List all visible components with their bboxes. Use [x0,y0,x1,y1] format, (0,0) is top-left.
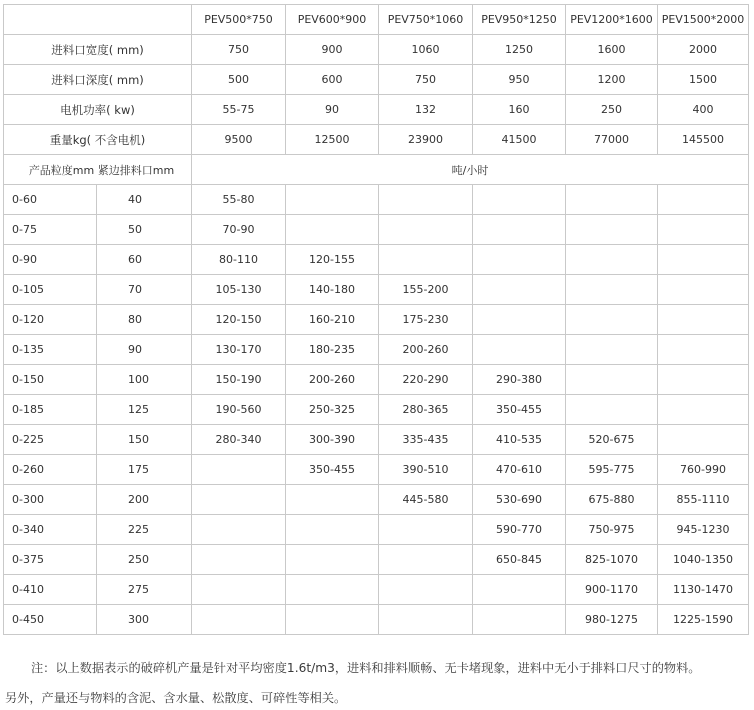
spec-value: 600 [286,65,379,95]
capacity-cell [658,395,749,425]
capacity-cell: 855-1110 [658,485,749,515]
discharge-gap-cell: 100 [97,365,192,395]
capacity-cell [286,485,379,515]
capacity-cell [379,545,473,575]
capacity-cell [566,275,658,305]
capacity-cell [566,365,658,395]
discharge-gap-cell: 70 [97,275,192,305]
capacity-cell [566,185,658,215]
capacity-cell: 150-190 [192,365,286,395]
capacity-row [4,275,749,305]
discharge-gap-cell: 175 [97,455,192,485]
capacity-row [4,305,749,335]
capacity-row [4,335,749,365]
spec-value: 250 [566,95,658,125]
capacity-cell [473,245,566,275]
capacity-cell [658,365,749,395]
model-header-row [4,5,749,35]
discharge-gap-cell: 60 [97,245,192,275]
capacity-cell: 175-230 [379,305,473,335]
spec-value: 1250 [473,35,566,65]
capacity-cell: 1130-1470 [658,575,749,605]
note-line-1: 注：以上数据表示的破碎机产量是针对平均密度1.6t/m3，进料和排料顺畅、无卡堵现象，进料中无小于排料口尺寸的物料。 [31,661,701,675]
discharge-gap-cell: 90 [97,335,192,365]
spec-label: 进料口深度( mm) [4,65,192,95]
product-size-cell: 0-340 [4,515,97,545]
capacity-row [4,395,749,425]
spec-row [4,125,749,155]
spec-value: 900 [286,35,379,65]
model-header: PEV950*1250 [473,5,566,35]
capacity-cell: 520-675 [566,425,658,455]
spec-value: 1500 [658,65,749,95]
capacity-cell [192,485,286,515]
capacity-cell: 350-455 [286,455,379,485]
discharge-gap-cell: 50 [97,215,192,245]
capacity-cell: 445-580 [379,485,473,515]
capacity-cell [192,455,286,485]
capacity-cell: 105-130 [192,275,286,305]
capacity-cell [473,185,566,215]
capacity-cell: 590-770 [473,515,566,545]
capacity-cell: 190-560 [192,395,286,425]
capacity-cell: 760-990 [658,455,749,485]
capacity-cell [192,545,286,575]
spec-table [3,4,749,635]
capacity-cell [473,335,566,365]
spec-value: 1200 [566,65,658,95]
product-size-cell: 0-90 [4,245,97,275]
capacity-cell [379,575,473,605]
spec-value: 160 [473,95,566,125]
model-header: PEV1200*1600 [566,5,658,35]
product-size-cell: 0-410 [4,575,97,605]
capacity-cell [286,215,379,245]
capacity-cell [658,245,749,275]
spec-value: 400 [658,95,749,125]
product-size-cell: 0-375 [4,545,97,575]
capacity-cell: 900-1170 [566,575,658,605]
capacity-row [4,425,749,455]
capacity-row [4,215,749,245]
product-size-cell: 0-185 [4,395,97,425]
capacity-cell: 250-325 [286,395,379,425]
capacity-cell: 130-170 [192,335,286,365]
capacity-cell: 945-1230 [658,515,749,545]
capacity-row [4,365,749,395]
capacity-cell [379,605,473,635]
spec-row [4,95,749,125]
capacity-cell [658,275,749,305]
spec-value: 55-75 [192,95,286,125]
product-size-cell: 0-135 [4,335,97,365]
capacity-row [4,485,749,515]
capacity-row [4,545,749,575]
capacity-cell: 1225-1590 [658,605,749,635]
model-header: PEV500*750 [192,5,286,35]
spec-value: 132 [379,95,473,125]
capacity-cell [286,575,379,605]
model-header: PEV1500*2000 [658,5,749,35]
capacity-cell [286,515,379,545]
capacity-row [4,185,749,215]
capacity-cell [379,245,473,275]
discharge-gap-cell: 150 [97,425,192,455]
capacity-cell: 410-535 [473,425,566,455]
capacity-cell: 140-180 [286,275,379,305]
model-header: PEV600*900 [286,5,379,35]
discharge-gap-cell: 80 [97,305,192,335]
capacity-cell [658,215,749,245]
capacity-cell: 390-510 [379,455,473,485]
capacity-cell: 300-390 [286,425,379,455]
capacity-cell [658,305,749,335]
capacity-cell [473,605,566,635]
spec-label: 进料口宽度( mm) [4,35,192,65]
capacity-cell [286,185,379,215]
discharge-gap-cell: 275 [97,575,192,605]
spec-value: 12500 [286,125,379,155]
capacity-cell: 335-435 [379,425,473,455]
spec-value: 950 [473,65,566,95]
spec-row [4,65,749,95]
capacity-cell: 650-845 [473,545,566,575]
discharge-gap-cell: 200 [97,485,192,515]
product-size-cell: 0-150 [4,365,97,395]
capacity-cell [192,515,286,545]
capacity-header-label: 产品粒度mm 紧边排料口mm [4,155,192,185]
capacity-cell [192,575,286,605]
product-size-cell: 0-300 [4,485,97,515]
capacity-cell: 220-290 [379,365,473,395]
capacity-unit-label: 吨/小时 [192,155,749,185]
capacity-cell [379,215,473,245]
spec-row [4,35,749,65]
capacity-cell: 70-90 [192,215,286,245]
capacity-cell: 1040-1350 [658,545,749,575]
spec-value: 9500 [192,125,286,155]
product-size-cell: 0-260 [4,455,97,485]
product-size-cell: 0-225 [4,425,97,455]
capacity-row [4,605,749,635]
capacity-cell [566,245,658,275]
capacity-cell [473,575,566,605]
discharge-gap-cell: 40 [97,185,192,215]
capacity-cell: 750-975 [566,515,658,545]
capacity-cell: 280-365 [379,395,473,425]
spec-value: 500 [192,65,286,95]
capacity-cell: 595-775 [566,455,658,485]
corner-cell [4,5,192,35]
discharge-gap-cell: 225 [97,515,192,545]
capacity-row [4,245,749,275]
product-size-cell: 0-105 [4,275,97,305]
capacity-cell: 155-200 [379,275,473,305]
spec-label: 重量kg( 不含电机) [4,125,192,155]
note-line-2: 另外，产量还与物料的含泥、含水量、松散度、可碎性等相关。 [5,691,347,705]
capacity-cell [566,395,658,425]
spec-value: 77000 [566,125,658,155]
product-size-cell: 0-120 [4,305,97,335]
discharge-gap-cell: 250 [97,545,192,575]
discharge-gap-cell: 125 [97,395,192,425]
capacity-cell: 120-155 [286,245,379,275]
spec-value: 750 [192,35,286,65]
capacity-cell [658,185,749,215]
product-size-cell: 0-75 [4,215,97,245]
spec-label: 电机功率( kw) [4,95,192,125]
capacity-cell: 80-110 [192,245,286,275]
capacity-cell: 290-380 [473,365,566,395]
product-size-cell: 0-450 [4,605,97,635]
spec-value: 1600 [566,35,658,65]
capacity-cell: 160-210 [286,305,379,335]
capacity-cell: 200-260 [286,365,379,395]
capacity-cell: 470-610 [473,455,566,485]
capacity-cell: 980-1275 [566,605,658,635]
capacity-header-row [4,155,749,185]
product-size-cell: 0-60 [4,185,97,215]
spec-value: 750 [379,65,473,95]
capacity-cell [473,275,566,305]
discharge-gap-cell: 300 [97,605,192,635]
capacity-cell [379,185,473,215]
capacity-cell: 180-235 [286,335,379,365]
spec-value: 1060 [379,35,473,65]
capacity-cell [473,305,566,335]
capacity-cell: 280-340 [192,425,286,455]
capacity-cell [658,335,749,365]
spec-value: 41500 [473,125,566,155]
model-header: PEV750*1060 [379,5,473,35]
capacity-cell [379,515,473,545]
capacity-cell: 350-455 [473,395,566,425]
capacity-cell [658,425,749,455]
capacity-cell: 120-150 [192,305,286,335]
capacity-row [4,515,749,545]
spec-value: 23900 [379,125,473,155]
capacity-cell [566,305,658,335]
spec-value: 145500 [658,125,749,155]
capacity-cell [286,605,379,635]
capacity-row [4,575,749,605]
capacity-row [4,455,749,485]
capacity-cell: 200-260 [379,335,473,365]
capacity-cell [566,215,658,245]
capacity-cell [473,215,566,245]
capacity-cell [192,605,286,635]
capacity-cell [566,335,658,365]
capacity-cell: 825-1070 [566,545,658,575]
capacity-cell: 675-880 [566,485,658,515]
capacity-cell: 530-690 [473,485,566,515]
spec-value: 2000 [658,35,749,65]
capacity-cell [286,545,379,575]
spec-value: 90 [286,95,379,125]
capacity-cell: 55-80 [192,185,286,215]
